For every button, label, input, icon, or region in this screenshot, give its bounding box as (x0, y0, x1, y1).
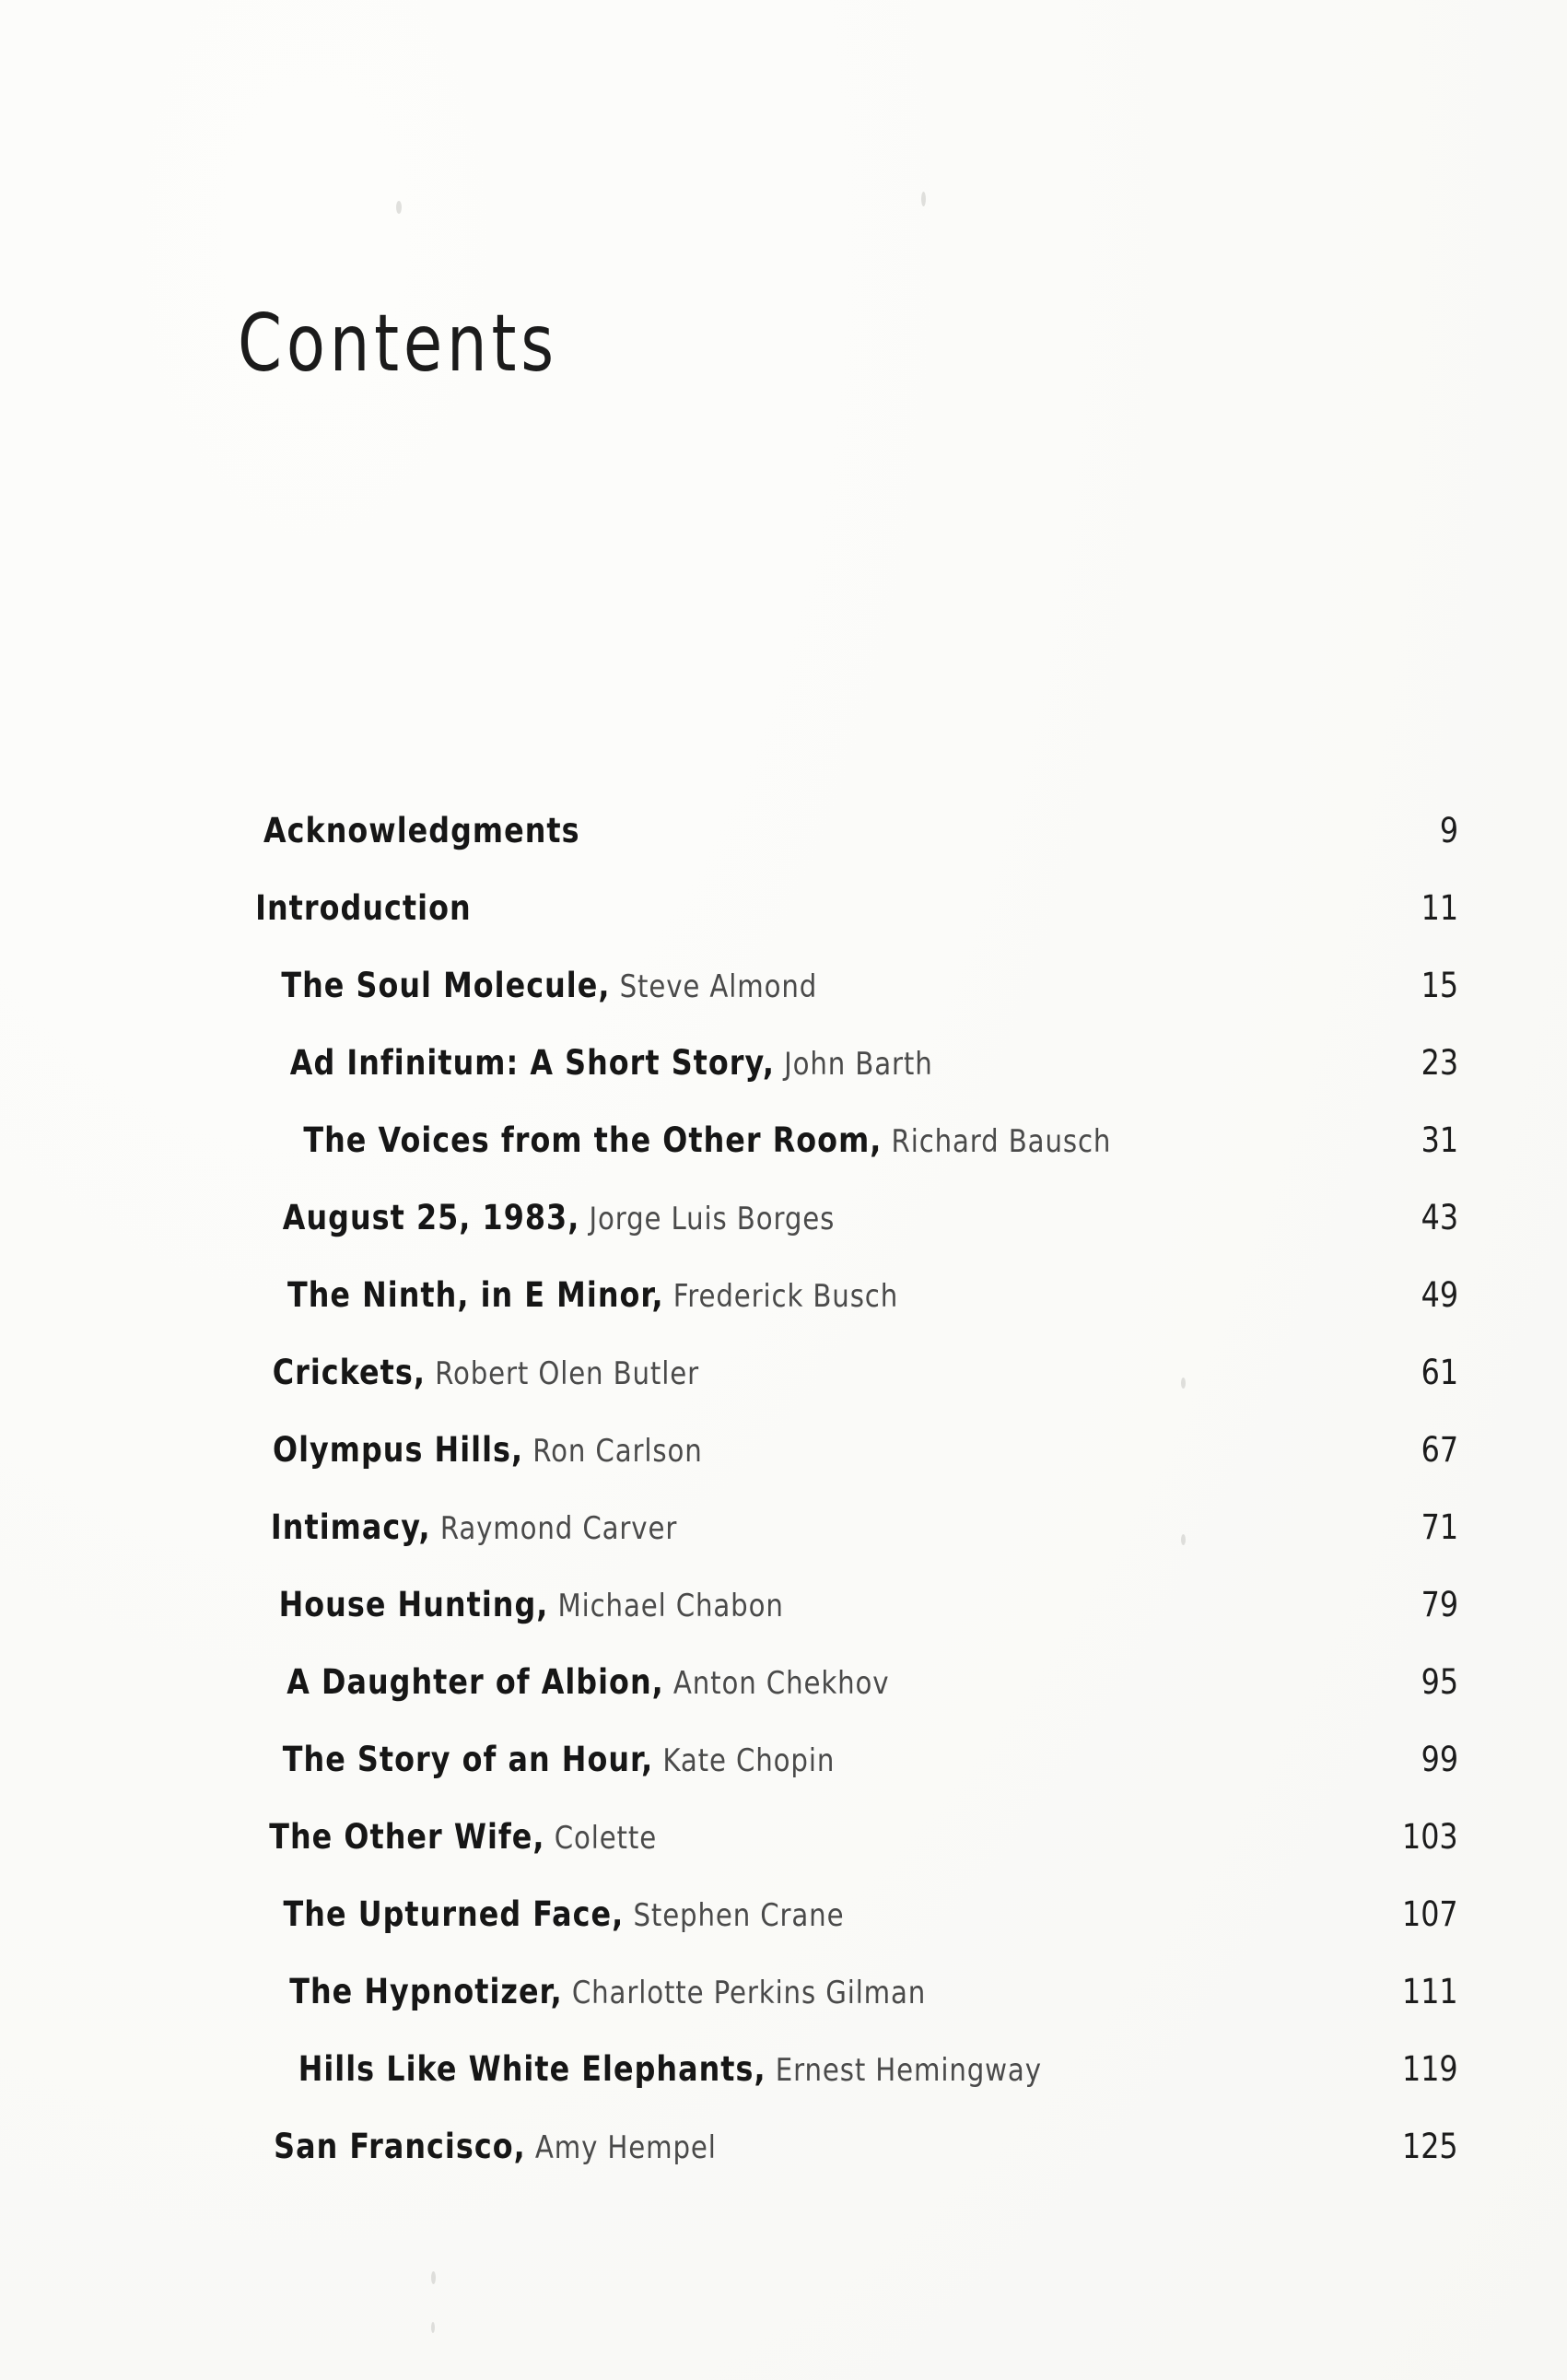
toc-entry-text (279, 1585, 784, 1624)
toc-entry-author: Frederick Busch (663, 1278, 899, 1315)
toc-entry-page-number: 71 (1421, 1507, 1459, 1547)
toc-entry-author: Jorge Luis Borges (579, 1201, 836, 1237)
toc-entry-row[interactable] (238, 1120, 1463, 1198)
toc-entry-page-number: 31 (1421, 1120, 1459, 1160)
toc-entry-page-number: 61 (1421, 1353, 1459, 1392)
toc-entry-title: The Soul Molecule, (281, 966, 611, 1005)
toc-entry-title: San Francisco, (274, 2127, 526, 2166)
toc-entry-text (255, 888, 472, 928)
toc-entry-title: Olympus Hills, (272, 1430, 524, 1470)
toc-entry-author: Michael Chabon (548, 1588, 784, 1624)
toc-entry-text (273, 1353, 699, 1392)
toc-entry-row[interactable] (238, 1275, 1463, 1353)
toc-entry-text (290, 1043, 933, 1083)
toc-entry-title: The Story of an Hour, (282, 1740, 654, 1779)
toc-entry-author: Charlotte Perkins Gilman (562, 1975, 927, 2011)
toc-entry-title: Crickets, (272, 1353, 426, 1392)
toc-entry-text (289, 1972, 926, 2011)
toc-entry-text (273, 1430, 703, 1470)
toc-entry-text (303, 1120, 1111, 1160)
toc-entry-title: Introduction (255, 888, 472, 928)
toc-entry-row[interactable] (238, 811, 1463, 888)
toc-entry-page-number: 49 (1421, 1275, 1459, 1315)
toc-entry-row[interactable] (238, 1353, 1463, 1430)
toc-entry-author: Steve Almond (610, 968, 818, 1005)
toc-entry-text (283, 1198, 835, 1237)
toc-entry-author: Richard Bausch (882, 1123, 1112, 1160)
toc-entry-row[interactable] (238, 888, 1463, 966)
toc-entry-row[interactable] (238, 966, 1463, 1043)
toc-entry-row[interactable] (238, 1740, 1463, 1817)
toc-entry-page-number: 79 (1421, 1585, 1459, 1624)
toc-entry-page-number: 11 (1421, 888, 1459, 928)
toc-entry-title: House Hunting, (278, 1585, 549, 1624)
toc-entry-title: A Daughter of Albion, (287, 1662, 664, 1702)
toc-entry-row[interactable] (238, 1662, 1463, 1740)
toc-entry-text (274, 2127, 717, 2166)
toc-entry-page-number: 103 (1402, 1817, 1459, 1857)
toc-entry-page-number: 107 (1402, 1894, 1459, 1934)
toc-entry-text (287, 1275, 898, 1315)
toc-entry-row[interactable] (238, 1817, 1463, 1894)
toc-entry-page-number: 43 (1421, 1198, 1459, 1237)
toc-entry-page-number: 15 (1421, 966, 1459, 1005)
toc-entry-title: Acknowledgments (263, 811, 580, 850)
toc-entry-row[interactable] (238, 1972, 1463, 2049)
toc-entry-text (284, 1894, 845, 1934)
toc-entry-text (287, 1662, 889, 1702)
toc-entry-row[interactable] (238, 1198, 1463, 1275)
toc-entry-title: The Ninth, in E Minor, (287, 1275, 664, 1315)
toc-entry-author: Robert Olen Butler (425, 1355, 699, 1392)
toc-entry-author: Ron Carlson (523, 1433, 703, 1470)
toc-entry-title: The Other Wife, (269, 1817, 545, 1857)
toc-entry-title: Hills Like White Elephants, (298, 2049, 766, 2089)
page-title: Contents (238, 298, 558, 390)
toc-entry-row[interactable] (238, 1894, 1463, 1972)
toc-entry-text (271, 1507, 677, 1547)
toc-entry-row[interactable] (238, 1430, 1463, 1507)
toc-entry-text (283, 1740, 835, 1779)
toc-entry-page-number: 23 (1421, 1043, 1459, 1083)
toc-entry-row[interactable] (238, 1585, 1463, 1662)
toc-entry-title: The Upturned Face, (283, 1894, 625, 1934)
toc-entry-title: August 25, 1983, (282, 1198, 580, 1237)
toc-entry-row[interactable] (238, 1507, 1463, 1585)
toc-entry-title: Intimacy, (270, 1507, 431, 1547)
toc-entry-page-number: 125 (1402, 2127, 1459, 2166)
table-of-contents (238, 811, 1463, 2204)
toc-entry-author: Stephen Crane (624, 1897, 845, 1934)
toc-entry-page-number: 99 (1421, 1740, 1459, 1779)
toc-entry-row[interactable] (238, 2049, 1463, 2127)
toc-entry-row[interactable] (238, 1043, 1463, 1120)
toc-entry-page-number: 111 (1402, 1972, 1459, 2011)
toc-entry-page-number: 95 (1421, 1662, 1459, 1702)
toc-entry-text (263, 811, 580, 850)
toc-entry-author: Anton Chekhov (663, 1665, 890, 1702)
toc-entry-author: Ernest Hemingway (766, 2052, 1042, 2089)
toc-entry-text (281, 966, 817, 1005)
toc-entry-page-number: 67 (1421, 1430, 1459, 1470)
toc-entry-page-number: 9 (1439, 811, 1459, 850)
toc-entry-author: Amy Hempel (525, 2129, 717, 2166)
toc-entry-row[interactable] (238, 2127, 1463, 2204)
toc-entry-title: The Voices from the Other Room, (303, 1120, 883, 1160)
toc-entry-author: Kate Chopin (653, 1742, 836, 1779)
toc-entry-text (269, 1817, 657, 1857)
toc-entry-page-number: 119 (1402, 2049, 1459, 2089)
toc-entry-title: Ad Infinitum: A Short Story, (289, 1043, 775, 1083)
toc-entry-title: The Hypnotizer, (289, 1972, 563, 2011)
toc-entry-author: Raymond Carver (430, 1510, 678, 1547)
toc-entry-author: John Barth (774, 1046, 933, 1083)
toc-entry-author: Colette (544, 1820, 658, 1857)
toc-entry-text (298, 2049, 1042, 2089)
